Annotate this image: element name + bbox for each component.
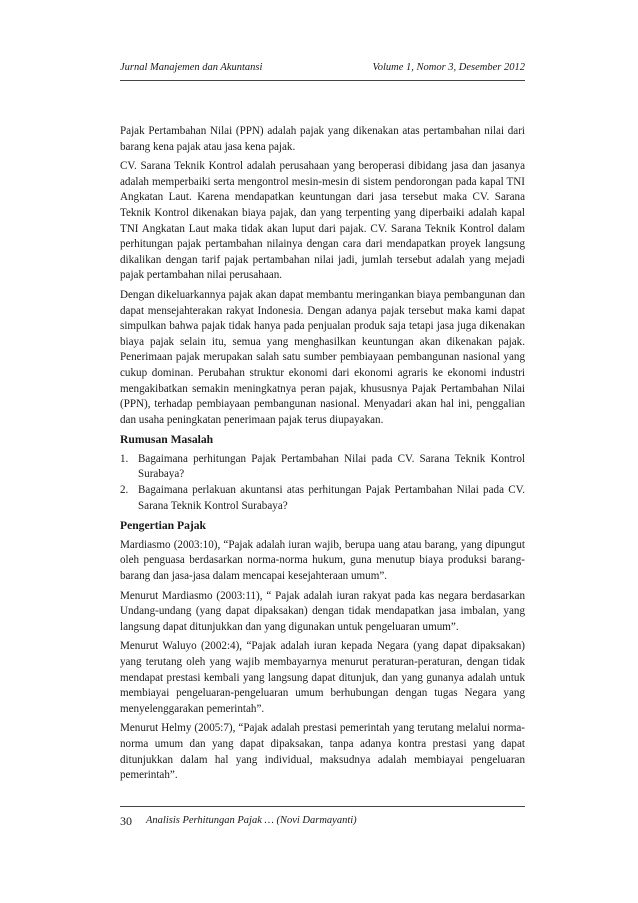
section-heading-pengertian-pajak: Pengertian Pajak	[120, 519, 206, 533]
footer-divider	[120, 806, 525, 807]
list-item	[120, 452, 525, 483]
list-item-text: Bagaimana perlakuan akuntansi atas perhitungan Pajak Pertambahan Nilai pada CV. Sarana Teknik Kontrol Surabaya?	[138, 484, 525, 512]
body-paragraph: Menurut Waluyo (2002:4), “Pajak adalah iuran kepada Negara (yang dapat dipaksakan) yang terutang oleh yang wajib membayarnya menurut peraturan-peraturan, dengan tidak mendapat prestasi kembali yang langsung dapat ditunjuk, dan yang gunanya adalah untuk membiayai pengeluaran-pengeluaran umum berhubungan dengan tugas Negara yang menyelenggarakan pemerintah”.	[120, 640, 525, 715]
body-paragraph: CV. Sarana Teknik Kontrol adalah perusahaan yang beroperasi dibidang jasa dan jasanya adalah memperbaiki serta mengontrol mesin-mesin di sistem pendorongan pada kapal TNI Angkatan Laut. Karena mendapatkan keuntungan dari jasa tersebut maka CV. Sarana Teknik Kontrol dikenakan biaya pajak, dan yang terpenting yang diperbaiki adalah kapal TNI Angkatan Laut maka tidak akan luput dari pajak. CV. Sarana Teknik Kontrol dalam perhitungan pajak pertambahan nilainya dengan cara dari mendapatkan proyek langsung dikalikan dengan tarif pajak pertambahan nilai jadi, jumlah tersebut adalah yang mejadi pajak pertambahan nilai perusahaan.	[120, 160, 525, 282]
header-divider	[120, 80, 525, 81]
list-number: 2.	[120, 484, 129, 497]
body-paragraph: Menurut Mardiasmo (2003:11), “ Pajak adalah iuran rakyat pada kas negara berdasarkan Undang-undang (yang dapat dipaksakan) dengan tidak mendapatkan jasa imbalan, yang langsung dapat ditunjukkan dan yang digunakan untuk pengeluaran umum”.	[120, 589, 525, 633]
volume-info: Volume 1, Nomor 3, Desember 2012	[372, 62, 525, 73]
footer-title: Analisis Perhitungan Pajak … (Novi Darmayanti)	[146, 815, 357, 826]
research-questions-list	[120, 452, 525, 514]
main-content	[120, 124, 525, 788]
page-number: 30	[120, 814, 132, 828]
running-header	[120, 62, 525, 78]
body-paragraph: Menurut Helmy (2005:7), “Pajak adalah prestasi pemerintah yang terutang melalui norma-norma umum dan yang dapat dipaksakan, tanpa adanya kontra prestasi yang dapat ditunjukkan dalam hal yang individual, maksudnya adalah membiayai pengeluaran pemerintah”.	[120, 722, 525, 782]
body-paragraph: Pajak Pertambahan Nilai (PPN) adalah pajak yang dikenakan atas pertambahan nilai dari barang kena pajak atau jasa kena pajak.	[120, 125, 525, 153]
journal-name: Jurnal Manajemen dan Akuntansi	[120, 62, 263, 73]
section-heading-rumusan-masalah: Rumusan Masalah	[120, 433, 214, 447]
body-paragraph: Dengan dikeluarkannya pajak akan dapat membantu meringankan biaya pembangunan dan dapat mensejahterakan rakyat Indonesia. Dengan adanya pajak tersebut maka kami dapat simpulkan bahwa pajak tidak hanya pada penjualan produk saja tetapi jasa juga dikenakan biaya pajak selain itu, semua yang menghasilkan keuntungan akan dikenakan pajak. Penerimaan pajak merupakan salah satu sumber pembiayaan pembangunan nasional yang cukup dominan. Perubahan struktur ekonomi dari ekonomi agraris ke ekonomi industri mengakibatkan semakin meningkatnya peran pajak, khususnya Pajak Pertambahan Nilai (PPN), terhadap pembiayaan pembangunan nasional. Menyadari akan hal ini, penggalian dan usaha peningkatan penerimaan pajak terus diupayakan.	[120, 288, 525, 426]
list-item-text: Bagaimana perhitungan Pajak Pertambahan Nilai pada CV. Sarana Teknik Kontrol Surabaya?	[138, 452, 525, 481]
body-paragraph: Mardiasmo (2003:10), “Pajak adalah iuran wajib, berupa uang atau barang, yang dipungut oleh penguasa berdasarkan norma-norma hukum, guna menutup biaya produksi barang-barang dan jasa-jasa dalam mencapai kesejahteraan umum”.	[120, 538, 525, 583]
list-item	[120, 483, 525, 514]
list-number: 1.	[120, 452, 129, 465]
